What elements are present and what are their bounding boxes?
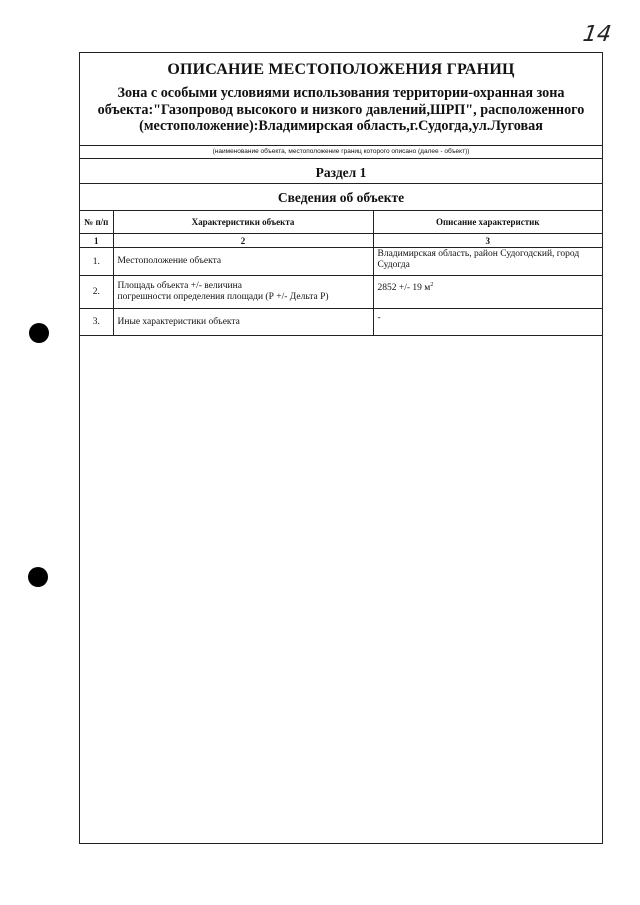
object-table: [80, 211, 602, 336]
row-description: Владимирская область, район Судогодский, город Судогда: [373, 248, 602, 276]
document-header: [80, 53, 602, 146]
row-number: 1.: [80, 248, 113, 276]
index-cell: 1: [80, 234, 113, 248]
table-index-row: [80, 234, 602, 248]
index-cell: 2: [113, 234, 373, 248]
table-row: [80, 276, 602, 309]
subtitle-line-1: Зона с особыми условиями использования территории-охранная зона: [117, 85, 565, 101]
area-value: 2852 +/- 19 м: [377, 283, 431, 294]
page-number: 14: [581, 22, 613, 47]
header-characteristic: Характеристики объекта: [113, 211, 373, 234]
section-title: Раздел 1: [80, 159, 602, 184]
header-number: № п/п: [80, 211, 113, 234]
characteristic-line-1: Площадь объекта +/- величина: [117, 281, 242, 291]
index-cell: 3: [373, 234, 602, 248]
table-header-row: [80, 211, 602, 234]
row-characteristic: [113, 276, 373, 309]
characteristic-line-2: погрешности определения площади (Р +/- Дельта Р): [117, 292, 329, 302]
document-frame: [79, 52, 603, 844]
subtitle-line-3: (местоположение):Владимирская область,г.Судогда,ул.Луговая: [139, 118, 543, 134]
table-row: [80, 309, 602, 336]
document-subtitle: [90, 85, 592, 135]
area-unit-exponent: 2: [430, 282, 434, 288]
punch-hole-top: [29, 323, 49, 343]
object-caption: (наименование объекта, местоположение границ которого описано (далее - объект)): [80, 146, 602, 159]
row-characteristic: Местоположение объекта: [113, 248, 373, 276]
header-description: Описание характеристик: [373, 211, 602, 234]
row-description: -: [373, 309, 602, 336]
info-heading: Сведения об объекте: [80, 184, 602, 211]
document-title: ОПИСАНИЕ МЕСТОПОЛОЖЕНИЯ ГРАНИЦ: [167, 61, 515, 78]
subtitle-line-2: объекта:"Газопровод высокого и низкого давлений,ШРП", расположенного: [97, 101, 585, 118]
row-number: 3.: [80, 309, 113, 336]
row-description: [373, 276, 602, 309]
punch-hole-bottom: [28, 567, 48, 587]
row-number: 2.: [80, 276, 113, 309]
row-characteristic: Иные характеристики объекта: [113, 309, 373, 336]
table-row: [80, 248, 602, 276]
